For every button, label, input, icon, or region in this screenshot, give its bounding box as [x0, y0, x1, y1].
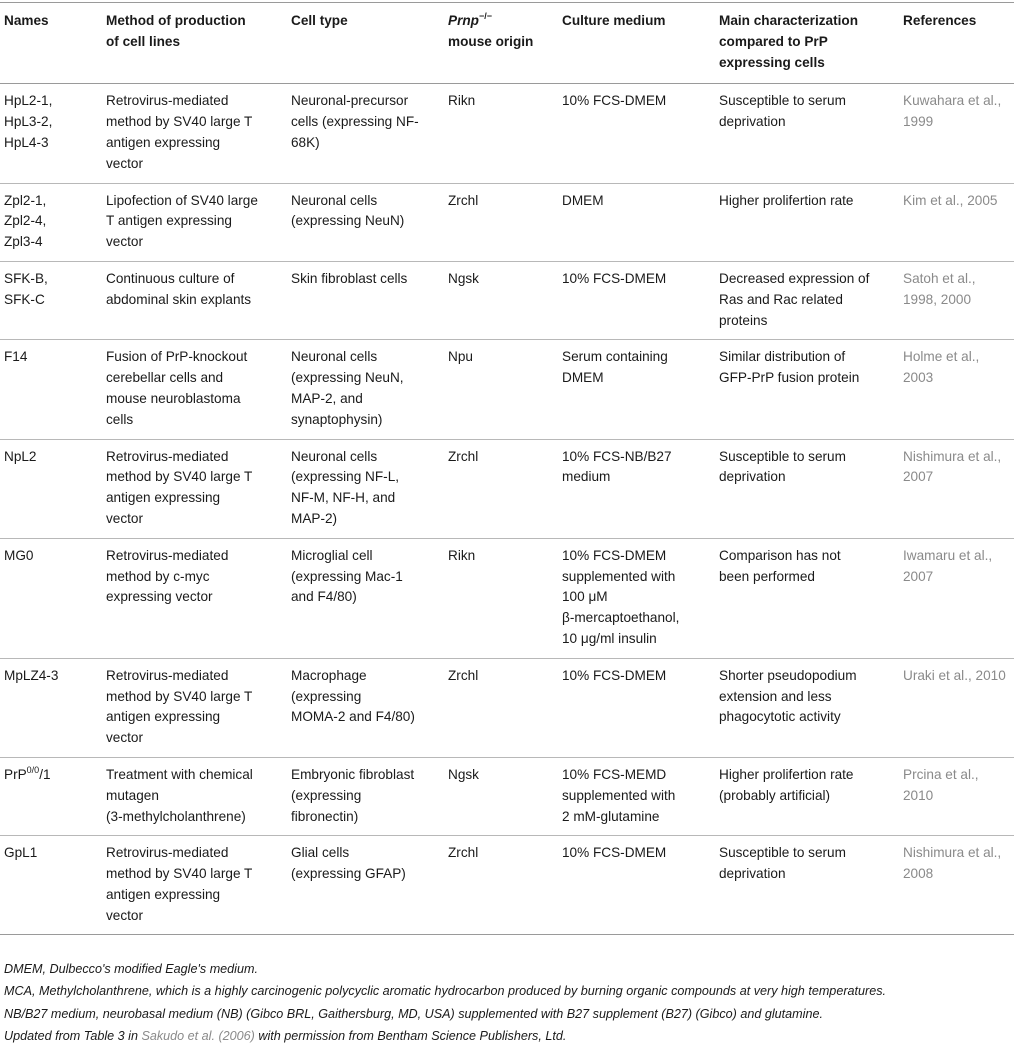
header-method-line: Method of production [106, 13, 246, 28]
references-cell [899, 340, 1014, 439]
method-cell [102, 757, 287, 835]
footnote-source-suffix: with permission from Bentham Science Publishers, Ltd. [258, 1028, 567, 1043]
culture-medium-cell [558, 261, 715, 339]
culture-medium-line: DMEM [562, 192, 604, 208]
culture-medium-cell [558, 757, 715, 835]
culture-medium-line: 10% FCS-DMEM [562, 93, 667, 109]
method-cell [102, 439, 287, 538]
references-line[interactable]: Kim et al., 2005 [903, 192, 998, 208]
method-line: T antigen expressing [106, 213, 232, 229]
names-line: SFK-B, [4, 270, 48, 286]
characterization-line: Shorter pseudopodium [719, 667, 857, 683]
origin-line: Ngsk [448, 766, 479, 782]
cell-type-line: Neuronal-precursor [291, 93, 409, 109]
names-line: HpL2-1, [4, 93, 53, 109]
cell-type-line: (expressing GFAP) [291, 866, 406, 882]
culture-medium-line: Serum containing [562, 349, 668, 365]
method-line: Retrovirus-mediated [106, 448, 229, 464]
header-origin-line [448, 11, 552, 32]
method-cell [102, 836, 287, 935]
cell-type-cell [287, 658, 444, 757]
table-row [0, 183, 1014, 261]
culture-medium-line: 100 μM [562, 589, 608, 605]
references-line[interactable]: 1998, 2000 [903, 291, 972, 307]
method-line: Retrovirus-mediated [106, 845, 229, 861]
characterization-line: been performed [719, 568, 815, 584]
names-cell [0, 340, 102, 439]
characterization-line: Higher prolifertion rate [719, 766, 854, 782]
names-line: Zpl3-4 [4, 234, 43, 250]
names-cell [0, 439, 102, 538]
names-line: MG0 [4, 547, 34, 563]
cell-type-line: (expressing NeuN, [291, 370, 404, 386]
characterization-line: Ras and Rac related [719, 291, 843, 307]
method-line: Continuous culture of [106, 270, 235, 286]
characterization-cell [715, 84, 899, 183]
names-cell [0, 183, 102, 261]
method-line: cells [106, 411, 134, 427]
method-line: method by SV40 large T [106, 469, 253, 485]
method-line: Fusion of PrP-knockout [106, 349, 248, 365]
method-line: method by SV40 large T [106, 866, 253, 882]
header-cell-type: Cell type [287, 3, 444, 84]
references-line[interactable]: Kuwahara et al., [903, 93, 1002, 109]
references-line[interactable]: Holme et al., [903, 349, 980, 365]
cell-type-cell [287, 439, 444, 538]
names-line: Zpl2-4, [4, 213, 47, 229]
cell-type-cell [287, 757, 444, 835]
prnp-gene: Prnp [448, 13, 479, 28]
method-line: (3-methylcholanthrene) [106, 808, 246, 824]
cell-type-line: Embryonic fibroblast [291, 766, 415, 782]
table-row [0, 658, 1014, 757]
characterization-line: Susceptible to serum [719, 448, 846, 464]
characterization-line: Higher prolifertion rate [719, 192, 854, 208]
references-line[interactable]: Iwamaru et al., [903, 547, 993, 563]
names-cell [0, 538, 102, 658]
method-cell [102, 658, 287, 757]
characterization-cell [715, 439, 899, 538]
characterization-cell [715, 340, 899, 439]
cell-type-line: Microglial cell [291, 547, 373, 563]
method-cell [102, 538, 287, 658]
references-cell [899, 836, 1014, 935]
names-line: MpLZ4-3 [4, 667, 59, 683]
method-line: Treatment with chemical [106, 766, 253, 782]
table-row [0, 84, 1014, 183]
citation-link[interactable]: Sakudo et al. (2006) [141, 1028, 255, 1043]
cell-type-line: MOMA-2 and F4/80) [291, 709, 415, 725]
characterization-line: proteins [719, 312, 768, 328]
cell-type-line: (expressing NF-L, [291, 469, 400, 485]
header-row [0, 3, 1014, 84]
cell-type-line: (expressing NeuN) [291, 213, 405, 229]
references-line[interactable]: Prcina et al., [903, 766, 979, 782]
footnote-dmem: DMEM, Dulbecco's modified Eagle's medium. [4, 962, 258, 976]
references-line[interactable]: 1999 [903, 114, 934, 130]
origin-cell [444, 84, 558, 183]
method-cell [102, 84, 287, 183]
culture-medium-cell [558, 84, 715, 183]
references-line[interactable]: Uraki et al., 2010 [903, 667, 1006, 683]
culture-medium-cell [558, 439, 715, 538]
header-method-line: of cell lines [106, 33, 181, 49]
cell-type-line: fibronectin) [291, 808, 359, 824]
origin-cell [444, 340, 558, 439]
culture-medium-line: 10% FCS-DMEM [562, 667, 667, 683]
method-line: vector [106, 155, 144, 171]
cell-type-cell [287, 340, 444, 439]
references-cell [899, 658, 1014, 757]
method-line: vector [106, 510, 144, 526]
method-line: Lipofection of SV40 large [106, 192, 258, 208]
characterization-line: Decreased expression of [719, 270, 870, 286]
method-line: Retrovirus-mediated [106, 93, 229, 109]
table-header [0, 3, 1014, 84]
references-line[interactable]: 2003 [903, 370, 934, 386]
table-row [0, 340, 1014, 439]
method-line: method by SV40 large T [106, 688, 253, 704]
characterization-line: (probably artificial) [719, 787, 831, 803]
header-method [102, 3, 287, 84]
references-cell [899, 183, 1014, 261]
table-row [0, 439, 1014, 538]
cell-type-cell [287, 836, 444, 935]
method-line: mouse neuroblastoma [106, 390, 241, 406]
names-prefix: PrP [4, 766, 27, 782]
method-line: vector [106, 907, 144, 923]
culture-medium-line: 10 μg/ml insulin [562, 630, 657, 646]
method-line: method by c-myc [106, 568, 210, 584]
cell-type-line: Macrophage [291, 667, 367, 683]
names-cell [0, 84, 102, 183]
culture-medium-line: medium [562, 469, 611, 485]
header-names: Names [0, 3, 102, 84]
cell-type-line: Neuronal cells [291, 349, 378, 365]
cell-type-line: Skin fibroblast cells [291, 270, 408, 286]
cell-type-line: NF-M, NF-H, and [291, 490, 396, 506]
method-line: Retrovirus-mediated [106, 547, 229, 563]
method-line: vector [106, 730, 144, 746]
references-line[interactable]: 2007 [903, 568, 934, 584]
cell-type-line: 68K) [291, 134, 320, 150]
culture-medium-line: DMEM [562, 370, 604, 386]
method-line: cerebellar cells and [106, 370, 224, 386]
characterization-line: Similar distribution of [719, 349, 846, 365]
cell-type-line: Neuronal cells [291, 448, 378, 464]
names-cell [0, 658, 102, 757]
cell-type-cell [287, 183, 444, 261]
cell-lines-table [0, 2, 1014, 935]
footnote-source [4, 1025, 1004, 1047]
origin-cell [444, 183, 558, 261]
method-line: antigen expressing [106, 709, 221, 725]
references-line[interactable]: 2010 [903, 787, 934, 803]
characterization-line: Susceptible to serum [719, 93, 846, 109]
method-line: antigen expressing [106, 886, 221, 902]
cell-type-cell [287, 261, 444, 339]
origin-line: Zrchl [448, 667, 479, 683]
references-line[interactable]: Nishimura et al., [903, 448, 1002, 464]
names-line: GpL1 [4, 845, 38, 861]
origin-cell [444, 261, 558, 339]
culture-medium-cell [558, 836, 715, 935]
characterization-cell [715, 183, 899, 261]
references-cell [899, 261, 1014, 339]
characterization-line: Susceptible to serum [719, 845, 846, 861]
names-line: Zpl2-1, [4, 192, 47, 208]
cell-type-line: Glial cells [291, 845, 350, 861]
culture-medium-line: β-mercaptoethanol, [562, 610, 680, 626]
table-row [0, 538, 1014, 658]
names-cell [0, 261, 102, 339]
cell-type-cell [287, 84, 444, 183]
table-footnotes [4, 958, 1004, 1047]
method-cell [102, 261, 287, 339]
references-cell [899, 538, 1014, 658]
table-row [0, 261, 1014, 339]
names-line: SFK-C [4, 291, 45, 307]
table-row [0, 836, 1014, 935]
origin-line: Rikn [448, 93, 476, 109]
characterization-line: deprivation [719, 469, 786, 485]
method-line: Retrovirus-mediated [106, 667, 229, 683]
origin-cell [444, 836, 558, 935]
cell-type-line: MAP-2, and [291, 390, 363, 406]
cell-type-line: (expressing [291, 688, 362, 704]
names-suffix: /1 [39, 766, 51, 782]
header-references: References [899, 3, 1014, 84]
culture-medium-line: supplemented with [562, 568, 676, 584]
cell-type-cell [287, 538, 444, 658]
names-cell [0, 757, 102, 835]
characterization-line: phagocytotic activity [719, 709, 841, 725]
table-row [0, 757, 1014, 835]
cell-type-line: (expressing [291, 787, 362, 803]
method-line: expressing vector [106, 589, 213, 605]
names-cell [0, 836, 102, 935]
header-characterization-line: expressing cells [719, 54, 825, 70]
characterization-line: deprivation [719, 866, 786, 882]
prnp-genotype: −/− [478, 11, 492, 21]
characterization-line: deprivation [719, 114, 786, 130]
table-body [0, 84, 1014, 935]
references-cell [899, 84, 1014, 183]
footnote-mca: MCA, Methylcholanthrene, which is a highly carcinogenic polycyclic aromatic hydrocarbon produced by burning organic compounds at very high temperatures. [4, 984, 887, 999]
method-line: antigen expressing [106, 134, 221, 150]
cell-type-line: MAP-2) [291, 510, 338, 526]
references-line[interactable]: Nishimura et al., [903, 845, 1002, 861]
culture-medium-cell [558, 538, 715, 658]
footnote-source-prefix: Updated from Table 3 in [4, 1028, 138, 1043]
footnote-nb: NB/B27 medium, neurobasal medium (NB) (Gibco BRL, Gaithersburg, MD, USA) supplemented with B27 supplement (B27) (Gibco) and glutamine. [4, 1006, 823, 1021]
names-line: HpL3-2, [4, 114, 53, 130]
characterization-line: Comparison has not [719, 547, 841, 563]
method-line: antigen expressing [106, 490, 221, 506]
characterization-line: GFP-PrP fusion protein [719, 370, 860, 386]
header-characterization-line: compared to PrP [719, 33, 828, 49]
culture-medium-line: 10% FCS-DMEM [562, 547, 667, 563]
method-line: abdominal skin explants [106, 291, 252, 307]
origin-cell [444, 658, 558, 757]
references-cell [899, 439, 1014, 538]
characterization-cell [715, 757, 899, 835]
origin-line: Ngsk [448, 270, 479, 286]
references-line[interactable]: Satoh et al., [903, 270, 976, 286]
origin-line: Zrchl [448, 845, 479, 861]
header-origin-line: mouse origin [448, 33, 534, 49]
culture-medium-line: 10% FCS-MEMD [562, 766, 667, 782]
cell-type-line: (expressing Mac-1 [291, 568, 403, 584]
culture-medium-cell [558, 658, 715, 757]
method-cell [102, 183, 287, 261]
culture-medium-cell [558, 340, 715, 439]
method-cell [102, 340, 287, 439]
cell-type-line: cells (expressing NF- [291, 114, 419, 130]
culture-medium-line: 10% FCS-DMEM [562, 270, 667, 286]
characterization-cell [715, 538, 899, 658]
names-line: F14 [4, 349, 28, 365]
method-line: method by SV40 large T [106, 114, 253, 130]
references-line[interactable]: 2008 [903, 866, 934, 882]
header-characterization [715, 3, 899, 84]
origin-cell [444, 757, 558, 835]
characterization-line: extension and less [719, 688, 832, 704]
cell-type-line: Neuronal cells [291, 192, 378, 208]
origin-line: Npu [448, 349, 473, 365]
names-line: HpL4-3 [4, 134, 49, 150]
cell-type-line: synaptophysin) [291, 411, 383, 427]
culture-medium-line: 2 mM-glutamine [562, 808, 660, 824]
characterization-cell [715, 261, 899, 339]
header-origin [444, 3, 558, 84]
method-line: mutagen [106, 787, 159, 803]
origin-line: Zrchl [448, 448, 479, 464]
references-cell [899, 757, 1014, 835]
origin-cell [444, 439, 558, 538]
header-medium: Culture medium [558, 3, 715, 84]
cell-type-line: and F4/80) [291, 589, 357, 605]
origin-cell [444, 538, 558, 658]
header-characterization-line: Main characterization [719, 13, 858, 28]
culture-medium-cell [558, 183, 715, 261]
method-line: vector [106, 234, 144, 250]
origin-line: Rikn [448, 547, 476, 563]
culture-medium-line: 10% FCS-NB/B27 [562, 448, 672, 464]
origin-line: Zrchl [448, 192, 479, 208]
names-line [4, 765, 96, 786]
names-sup: 0/0 [26, 764, 40, 775]
culture-medium-line: supplemented with [562, 787, 676, 803]
references-line[interactable]: 2007 [903, 469, 934, 485]
culture-medium-line: 10% FCS-DMEM [562, 845, 667, 861]
characterization-cell [715, 836, 899, 935]
characterization-cell [715, 658, 899, 757]
names-line: NpL2 [4, 448, 37, 464]
